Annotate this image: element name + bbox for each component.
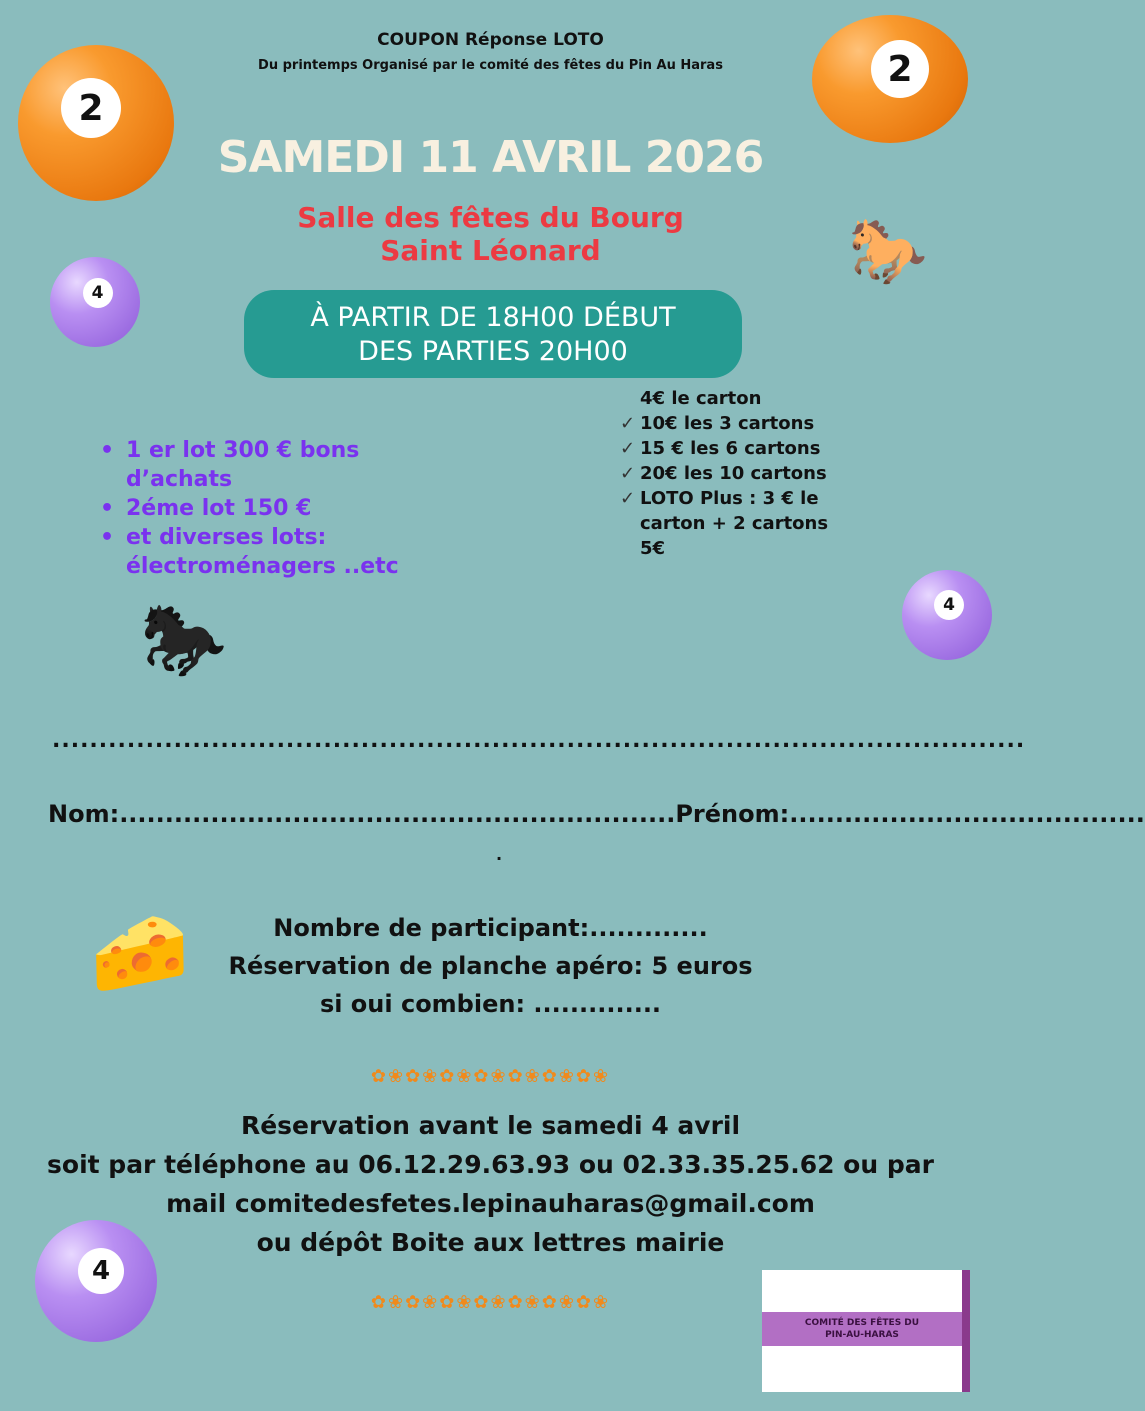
name-row[interactable]: Nom:.............................................................Prénom:....................................... — [48, 800, 1145, 828]
ball-number: 4 — [83, 278, 113, 308]
prize-item: • et diverses lots: électroménagers ..etc — [100, 523, 420, 581]
flower-divider-icon: ✿❀✿❀✿❀✿❀✿❀✿❀✿❀ — [370, 1066, 611, 1087]
logo-text: COMITÉ DES FÊTES DU PIN-AU-HARAS — [762, 1312, 962, 1346]
reservation-line: Réservation avant le samedi 4 avril — [240, 1111, 741, 1140]
price-list — [620, 386, 840, 561]
combien-field[interactable]: si oui combien: .............. — [319, 990, 662, 1018]
dot: . — [496, 845, 503, 864]
nom-label: Nom: — [48, 800, 120, 828]
jumping-horse-icon: 🐎 — [848, 215, 928, 289]
event-date: SAMEDI 11 AVRIL 2026 — [217, 132, 764, 183]
header-title: COUPON Réponse LOTO — [377, 30, 604, 50]
prize-list — [100, 436, 420, 581]
price-item: ✓ 20€ les 10 cartons — [620, 461, 840, 486]
venue-line2: Saint Léonard — [380, 234, 601, 267]
ball-number: 2 — [871, 40, 929, 98]
prize-item: • 1 er lot 300 € bons d’achats — [100, 436, 420, 494]
ball-number: 2 — [61, 78, 121, 138]
time-banner — [244, 290, 742, 378]
reservation-line[interactable]: mail comitedesfetes.lepinauharas@gmail.com — [166, 1189, 815, 1218]
committee-logo — [762, 1270, 970, 1392]
price-item: ✓ 15 € les 6 cartons — [620, 436, 840, 461]
reservation-line: ou dépôt Boite aux lettres mairie — [256, 1228, 725, 1257]
reservation-line: soit par téléphone au 06.12.29.63.93 ou 02.33.35.25.62 ou par — [47, 1150, 934, 1179]
banner-line2: DES PARTIES 20H00 — [358, 336, 628, 367]
banner-line1: À PARTIR DE 18H00 DÉBUT — [310, 302, 676, 333]
horse-icon: 🐎 — [140, 599, 228, 681]
price-item: ✓ LOTO Plus : 3 € le carton + 2 cartons 5€ — [620, 486, 840, 561]
participants-field[interactable]: Nombre de participant:............. — [273, 914, 708, 942]
prize-item: • 2éme lot 150 € — [100, 494, 420, 523]
flower-divider-icon: ✿❀✿❀✿❀✿❀✿❀✿❀✿❀ — [370, 1292, 611, 1313]
lotto-ball-4-icon — [902, 570, 992, 660]
cheese-board-icon: 🧀 — [90, 906, 190, 999]
lotto-ball-2-icon — [812, 15, 968, 143]
planche-label: Réservation de planche apéro: 5 euros — [228, 952, 753, 980]
header-subtitle: Du printemps Organisé par le comité des fêtes du Pin Au Haras — [258, 58, 723, 73]
cut-line: ........................................................................................................ — [52, 728, 1026, 753]
venue-line1: Salle des fêtes du Bourg — [297, 201, 684, 234]
lotto-ball-4-icon — [50, 257, 140, 347]
prenom-label: Prénom: — [675, 800, 790, 828]
reservation-info — [0, 1106, 981, 1262]
price-item: ✓ 10€ les 3 cartons — [620, 411, 840, 436]
ball-number: 4 — [78, 1248, 124, 1294]
ball-number: 4 — [934, 590, 964, 620]
price-item: 4€ le carton — [640, 388, 762, 409]
